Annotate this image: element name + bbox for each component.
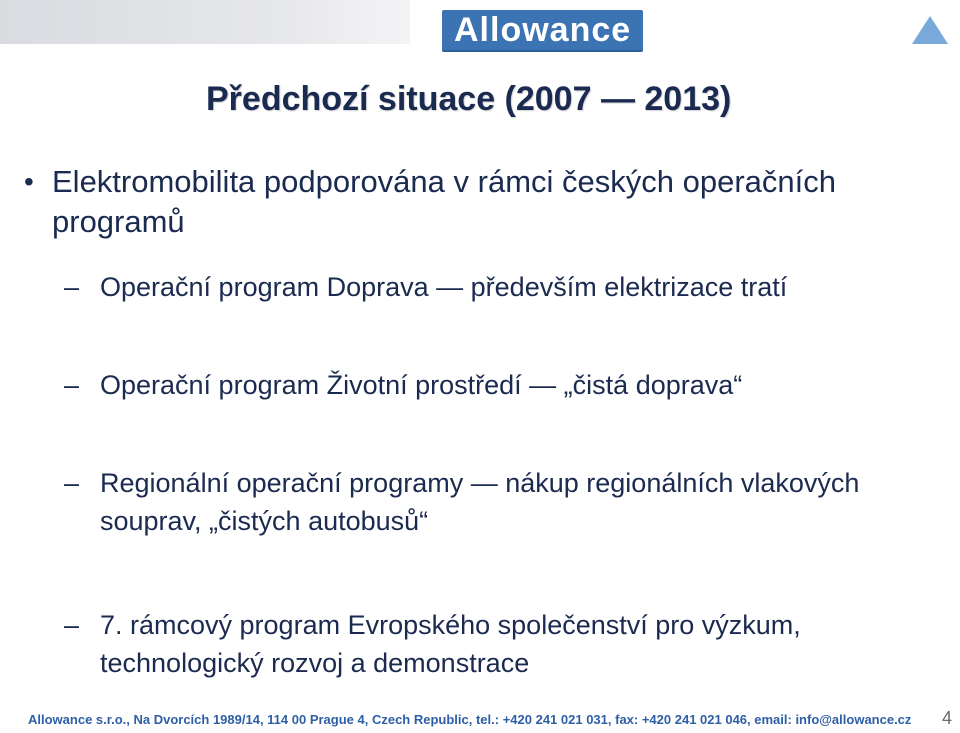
slide-header bbox=[0, 0, 960, 62]
sub-bullet-text: Operační program Doprava — především elektrizace tratí bbox=[100, 272, 788, 302]
sub-bullet-text: Operační program Životní prostředí — „čistá doprava“ bbox=[100, 370, 743, 400]
main-bullet-text: Elektromobilita podporována v rámci českých operačních programů bbox=[52, 164, 836, 239]
footer-contact-info: Allowance s.r.o., Na Dvorcích 1989/14, 114 00 Prague 4, Czech Republic, tel.: +420 241 021 031, fax: +420 241 021 046, email: info@allowance.cz bbox=[28, 712, 912, 727]
header-gradient-band bbox=[0, 0, 410, 44]
dash-icon: – bbox=[64, 610, 80, 640]
company-logo bbox=[442, 10, 942, 50]
slide-content bbox=[24, 162, 934, 682]
bullet-icon: • bbox=[24, 166, 34, 197]
slide-footer bbox=[0, 694, 960, 733]
dash-icon: – bbox=[64, 370, 80, 400]
sub-bullet-text: Regionální operační programy — nákup regionálních vlakových souprav, „čistých autobusů“ bbox=[100, 468, 860, 536]
page-number: 4 bbox=[941, 708, 952, 728]
sub-bullet-text: 7. rámcový program Evropského společenství pro výzkum, technologický rozvoj a demonstrace bbox=[100, 610, 801, 678]
dash-icon: – bbox=[64, 272, 80, 302]
dash-icon: – bbox=[64, 468, 80, 498]
logo-text: Allowance bbox=[442, 10, 643, 50]
triangle-icon bbox=[912, 16, 948, 44]
slide-title: Předchozí situace (2007 — 2013) bbox=[206, 80, 732, 118]
